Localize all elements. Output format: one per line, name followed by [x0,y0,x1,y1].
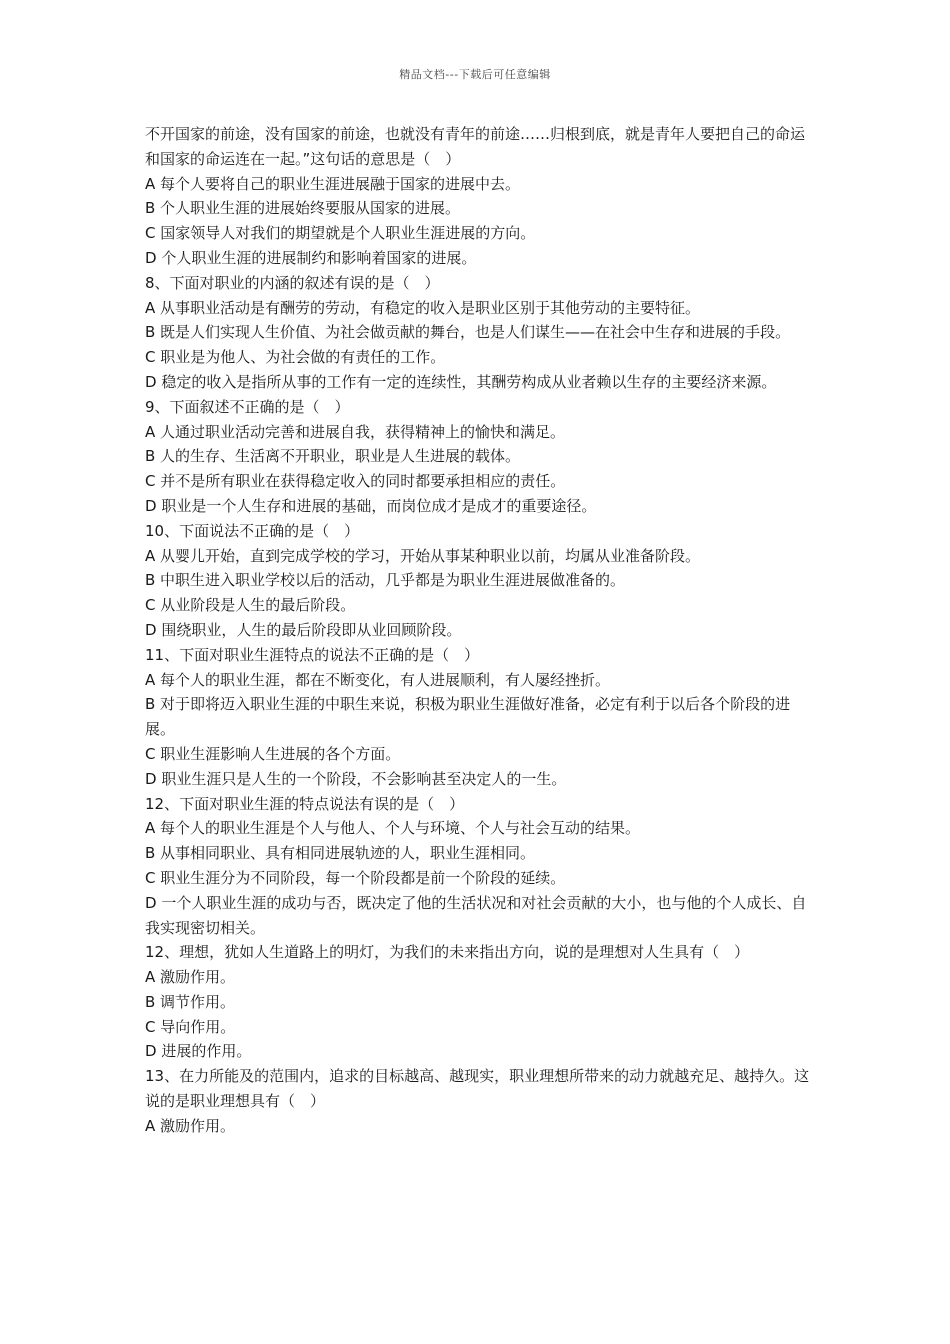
question-11-option-c: C 职业生涯影响人生进展的各个方面。 [145,744,401,763]
question-11-option-d: D 职业生涯只是人生的一个阶段，不会影响甚至决定人的一生。 [145,769,567,788]
question-11-option-a: A 每个人的职业生涯，都在不断变化，有人进展顺利，有人屡经挫折。 [145,670,611,689]
question-7-option-b: B 个人职业生涯的进展始终要服从国家的进展。 [145,199,461,218]
question-10-option-b: B 中职生进入职业学校以后的活动，几乎都是为职业生涯进展做准备的。 [145,571,626,590]
question-12a-option-a: A 每个人的职业生涯是个人与他人、个人与环境、个人与社会互动的结果。 [145,819,641,838]
question-9-option-d: D 职业是一个人生存和进展的基础，而岗位成才是成才的重要途径。 [145,496,597,515]
question-9-option-a: A 人通过职业活动完善和进展自我，获得精神上的愉快和满足。 [145,422,566,441]
question-12a-option-b: B 从事相同职业、具有相同进展轨迹的人，职业生涯相同。 [145,844,536,863]
question-8-option-c: C 职业是为他人、为社会做的有责任的工作。 [145,348,446,367]
question-12b-option-c: C 导向作用。 [145,1017,236,1036]
question-8-option-d: D 稳定的收入是指所从事的工作有一定的连续性，其酬劳构成从业者赖以生存的主要经济来源。 [145,372,777,391]
question-12b-option-a: A 激励作用。 [145,968,236,987]
question-9-option-b: B 人的生存、生活离不开职业，职业是人生进展的载体。 [145,447,521,466]
question-12b-option-d: D 进展的作用。 [145,1042,252,1061]
question-11-option-b: B 对于即将迈入职业生涯的中职生来说，积极为职业生涯做好准备，必定有利于以后各个阶段的进展。 [145,695,791,739]
document-body [145,122,810,1139]
question-10-stem: 10、下面说法不正确的是（ ） [145,521,360,540]
question-8-stem: 8、下面对职业的内涵的叙述有误的是（ ） [145,273,440,292]
question-10-option-d: D 围绕职业，人生的最后阶段即从业回顾阶段。 [145,620,462,639]
question-13-option-a: A 激励作用。 [145,1116,236,1135]
question-7-option-a: A 每个人要将自己的职业生涯进展融于国家的进展中去。 [145,174,521,193]
question-10-option-a: A 从婴儿开始，直到完成学校的学习，开始从事某种职业以前，均属从业准备阶段。 [145,546,701,565]
question-12a-option-d: D 一个人职业生涯的成功与否，既决定了他的生活状况和对社会贡献的大小，也与他的个人成长、自我实现密切相关。 [145,893,807,937]
question-9-option-c: C 并不是所有职业在获得稳定收入的同时都要承担相应的责任。 [145,472,566,491]
question-8-option-b: B 既是人们实现人生价值、为社会做贡献的舞台，也是人们谋生——在社会中生存和进展的手段。 [145,323,791,342]
question-11-stem: 11、下面对职业生涯特点的说法不正确的是（ ） [145,645,480,664]
page-header: 精品文档---下载后可任意编辑 [399,68,551,81]
question-13-stem: 13、在力所能及的范围内，追求的目标越高、越现实，职业理想所带来的动力就越充足、越持久。这说的是职业理想具有（ ） [145,1067,810,1111]
question-10-option-c: C 从业阶段是人生的最后阶段。 [145,596,356,615]
question-8-option-a: A 从事职业活动是有酬劳的劳动，有稳定的收入是职业区别于其他劳动的主要特征。 [145,298,701,317]
question-12b-option-b: B 调节作用。 [145,992,236,1011]
question-12b-stem: 12、理想，犹如人生道路上的明灯，为我们的未来指出方向，说的是理想对人生具有（ ） [145,943,750,962]
question-7-option-d: D 个人职业生涯的进展制约和影响着国家的进展。 [145,248,477,267]
question-12a-option-c: C 职业生涯分为不同阶段，每一个阶段都是前一个阶段的延续。 [145,868,566,887]
question-7-stem: 不开国家的前途，没有国家的前途，也就没有青年的前途……归根到底，就是青年人要把自己的命运和国家的命运连在一起。”这句话的意思是（ ） [145,125,806,168]
question-12a-stem: 12、下面对职业生涯的特点说法有误的是（ ） [145,794,465,813]
question-9-stem: 9、下面叙述不正确的是（ ） [145,397,350,416]
question-7-option-c: C 国家领导人对我们的期望就是个人职业生涯进展的方向。 [145,224,536,243]
